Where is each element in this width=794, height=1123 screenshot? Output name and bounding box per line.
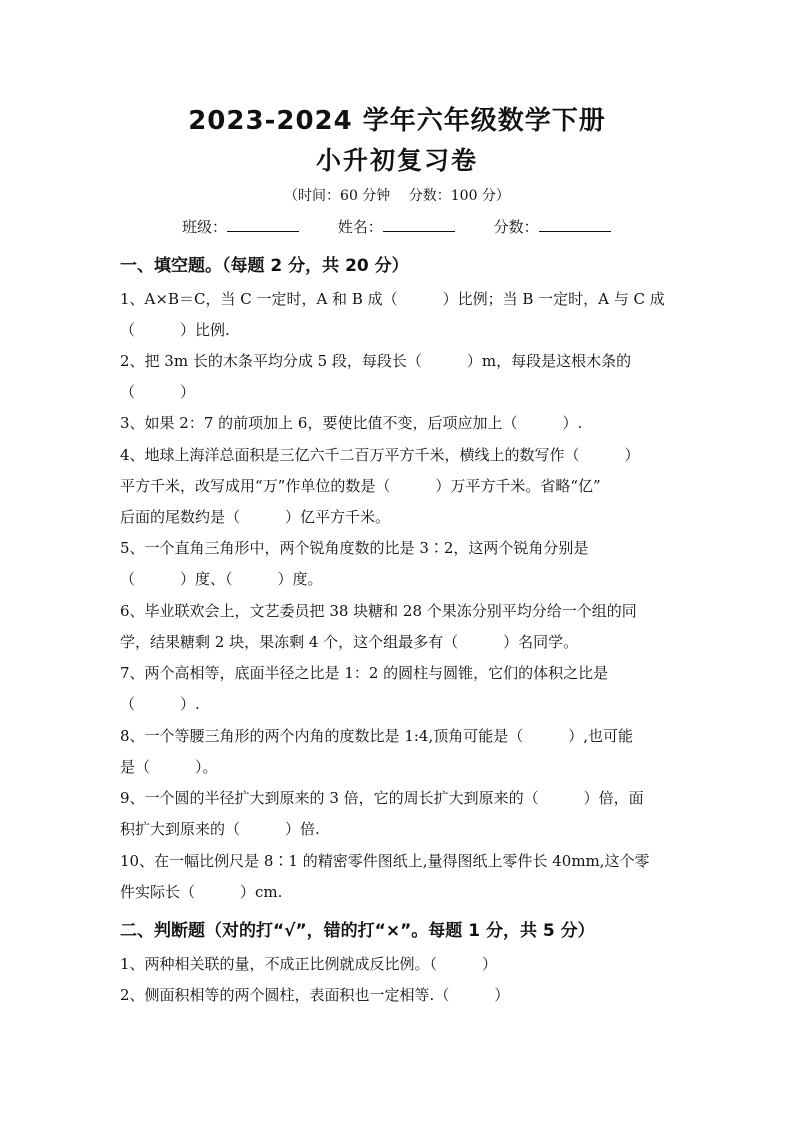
question-line: 平方千米，改写成用“万”作单位的数是（ ）万平方千米。省略“亿” <box>120 477 601 495</box>
question-2 <box>120 346 680 408</box>
section-true-false-heading: 二、判断题（对的打“√”，错的打“×”。每题 1 分，共 5 分） <box>120 921 595 941</box>
question-5 <box>120 533 680 595</box>
score-label: 分数： <box>493 218 539 236</box>
question-1 <box>120 284 680 346</box>
question-3 <box>120 408 680 439</box>
question-line: （ ）度、（ ）度。 <box>120 570 323 588</box>
question-line: 5、一个直角三角形中，两个锐角度数的比是 3∶2，这两个锐角分别是 <box>120 539 589 557</box>
question-line: 8、一个等腰三角形的两个内角的度数比是 1:4,顶角可能是（ ）,也可能 <box>120 727 633 745</box>
question-7 <box>120 658 680 720</box>
class-label: 班级： <box>182 218 228 236</box>
judge-question-2 <box>120 980 680 1011</box>
question-line: （ ）比例. <box>120 321 230 339</box>
name-blank <box>383 217 455 232</box>
question-line: 9、一个圆的半径扩大到原来的 3 倍，它的周长扩大到原来的（ ）倍，面 <box>120 789 644 807</box>
question-line: 2、侧面积相等的两个圆柱，表面积也一定相等.（ ） <box>120 986 510 1004</box>
section-fill-in-heading: 一、填空题。（每题 2 分，共 20 分） <box>120 256 409 276</box>
question-9 <box>120 783 680 845</box>
question-line: （ ） <box>120 383 196 401</box>
student-info-line <box>182 216 611 237</box>
question-line: 件实际长（ ）cm. <box>120 883 283 901</box>
question-line: 1、A×B＝C，当 C 一定时，A 和 B 成（ ）比例；当 B 一定时，A 与 C 成 <box>120 290 665 308</box>
question-4 <box>120 440 680 533</box>
page-subtitle: 小升初复习卷 <box>315 146 478 175</box>
question-line: 10、在一幅比例尺是 8∶1 的精密零件图纸上,量得图纸上零件长 40mm,这个零 <box>120 852 650 870</box>
question-line: 后面的尾数约是（ ）亿平方千米。 <box>120 508 391 526</box>
name-label: 姓名： <box>337 218 383 236</box>
question-line: 学，结果糖剩 2 块，果冻剩 4 个，这个组最多有（ ）名同学。 <box>120 633 579 651</box>
question-line: 6、毕业联欢会上，文艺委员把 38 块糖和 28 个果冻分别平均分给一个组的同 <box>120 602 637 620</box>
question-line: 是（ ）。 <box>120 758 218 776</box>
question-line: 1、两种相关联的量，不成正比例就成反比例。（ ） <box>120 955 498 973</box>
judge-question-1 <box>120 949 680 980</box>
question-8 <box>120 721 680 783</box>
time-score-line: （时间：60 分钟 分数：100 分） <box>284 188 510 204</box>
page-title: 2023-2024 学年六年级数学下册 <box>188 106 606 136</box>
question-line: 4、地球上海洋总面积是三亿六千二百万平方千米，横线上的数写作（ ） <box>120 446 640 464</box>
question-10 <box>120 846 680 908</box>
score-blank <box>539 217 611 232</box>
question-line: 3、如果 2：7 的前项加上 6，要使比值不变，后项应加上（ ）. <box>120 414 583 432</box>
question-line: 2、把 3m 长的木条平均分成 5 段，每段长（ ）m，每段是这根木条的 <box>120 352 632 370</box>
question-line: （ ）. <box>120 695 200 713</box>
question-line: 积扩大到原来的（ ）倍. <box>120 820 320 838</box>
class-blank <box>227 217 299 232</box>
question-line: 7、两个高相等，底面半径之比是 1：2 的圆柱与圆锥，它们的体积之比是 <box>120 664 609 682</box>
question-6 <box>120 596 680 658</box>
